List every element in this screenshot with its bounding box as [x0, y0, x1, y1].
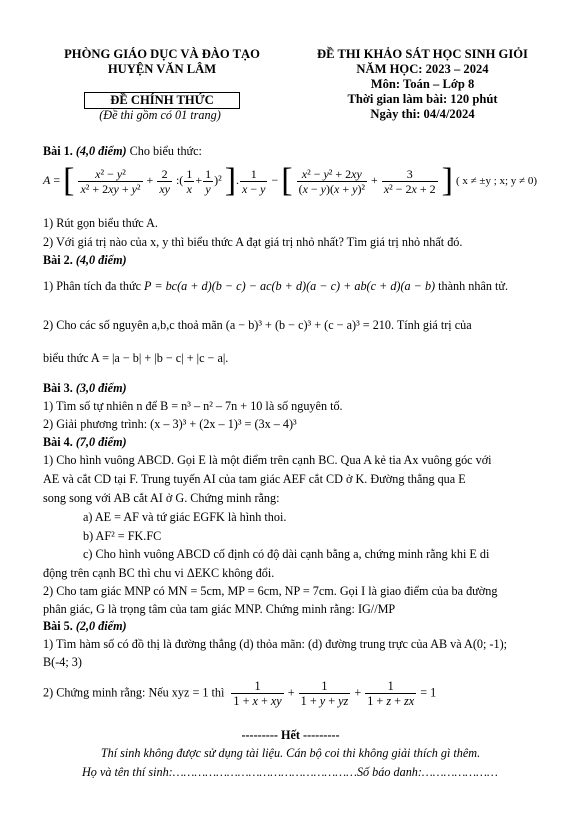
- problem-3-heading: Bài 3. (3,0 điểm): [43, 381, 127, 395]
- problem-4-part-b: b) AF² = FK.FC: [83, 529, 162, 543]
- problem-5-q2: 2) Chứng minh rằng: Nếu xyz = 1 thì $\frac{1}{1 + x + xy}$ + $\frac{1}{1 + y + yz}$ + $\frac{1}{1 + z + zx}$ = 1: [43, 679, 437, 708]
- problem-5-q1-points: B(-4; 3): [43, 655, 82, 669]
- problem-4-line-3: song song với AB cắt AI ở G. Chứng minh rằng:: [43, 491, 280, 505]
- problem-2-q1: 1) Phân tích đa thức P = bc(a + d)(b − c) − ac(b + d)(a − c) + ab(c + d)(a − b) thành nhân tử.: [43, 279, 509, 293]
- problem-4-q2: 2) Cho tam giác MNP có MN = 5cm, MP = 6cm, NP = 7cm. Gọi I là giao điểm của ba đường: [43, 584, 498, 598]
- official-badge: ĐỀ CHÍNH THỨC: [84, 92, 240, 109]
- end-marker: --------- Hết ---------: [241, 728, 340, 742]
- exam-date: Ngày thi: 04/4/2024: [370, 107, 475, 121]
- problem-2-q2-expression: biểu thức A = |a − b| + |b − c| + |c − a|.: [43, 351, 229, 365]
- problem-4-heading: Bài 4. (7,0 điểm): [43, 435, 127, 449]
- problem-3-q2: 2) Giải phương trình: (x – 3)³ + (2x – 1)³ = (3x – 4)³: [43, 417, 297, 431]
- duration: Thời gian làm bài: 120 phút: [347, 92, 498, 106]
- dept-name: PHÒNG GIÁO DỤC VÀ ĐÀO TẠO: [64, 47, 260, 61]
- problem-2-q2: 2) Cho các số nguyên a,b,c thoả mãn (a − b)³ + (b − c)³ + (c − a)³ = 210. Tính giá trị của: [43, 318, 472, 332]
- exam-title: ĐỀ THI KHẢO SÁT HỌC SINH GIỎI: [317, 47, 528, 61]
- problem-4-q2-cont: phân giác, G là trọng tâm của tam giác MNP. Chứng minh rằng: IG//MP: [43, 602, 396, 616]
- subject: Môn: Toán – Lớp 8: [370, 77, 475, 91]
- problem-1-q1: 1) Rút gọn biểu thức A.: [43, 216, 158, 230]
- exam-note: Thí sinh không được sử dụng tài liệu. Cán bộ coi thi không giải thích gì thêm.: [100, 746, 481, 760]
- candidate-info-line: Họ và tên thí sinh:……………………………………………Số báo danh:…………………: [82, 765, 498, 779]
- problem-3-q1: 1) Tìm số tự nhiên n để B = n³ – n² – 7n + 10 là số nguyên tố.: [43, 399, 343, 413]
- problem-4-part-c-cont: động trên cạnh BC thì chu vi ΔEKC không đổi.: [43, 566, 275, 580]
- problem-5-q1: 1) Tìm hàm số có đồ thị là đường thẳng (d) thỏa mãn: (d) đường trung trực của AB và A(0; -1);: [43, 637, 508, 651]
- problem-2-heading: Bài 2. (4,0 điểm): [43, 253, 127, 267]
- problem-4-line-2: AE và cắt CD tại F. Trung tuyến AI của tam giác AEF cắt CD ở K. Đường thẳng qua E: [43, 472, 466, 486]
- page-count: (Đề thi gồm có 01 trang): [99, 108, 221, 122]
- problem-4-part-c: c) Cho hình vuông ABCD cố định có độ dài cạnh bằng a, chứng minh rằng khi E di: [83, 547, 490, 561]
- expression-a: A = [ $\frac{\text{x² − y²}}{\text{x² + 2xy + y²}}$ + $\frac{2}{xy}$ :( $\frac{1}{x}$ + $\frac{1}{y}$ )² ]. $\frac{1}{x - y}$ − [ $\frac{\text{x² − y² + 2xy}}{\text{(x − y)(x + y)²}}$ + $\frac{3}{\text{x² − 2x + 2}}$ ] ( x ≠ ±y ; x; y ≠ 0): [43, 162, 538, 199]
- problem-5-heading: Bài 5. (2,0 điểm): [43, 619, 127, 633]
- problem-4-part-a: a) AE = AF và tứ giác EGFK là hình thoi.: [83, 510, 287, 524]
- problem-1-heading: Bài 1. (4,0 điểm) Cho biểu thức:: [43, 144, 202, 158]
- district-name: HUYỆN VĂN LÂM: [107, 62, 217, 76]
- expression-condition: ( x ≠ ±y ; x; y ≠ 0): [455, 174, 538, 187]
- problem-4-line-1: 1) Cho hình vuông ABCD. Gọi E là một điểm trên cạnh BC. Qua A kẻ tia Ax vuông góc với: [43, 453, 492, 467]
- school-year: NĂM HỌC: 2023 – 2024: [356, 62, 489, 76]
- problem-1-q2: 2) Với giá trị nào của x, y thì biểu thức A đạt giá trị nhỏ nhất? Tìm giá trị nhỏ nhất đó.: [43, 235, 463, 249]
